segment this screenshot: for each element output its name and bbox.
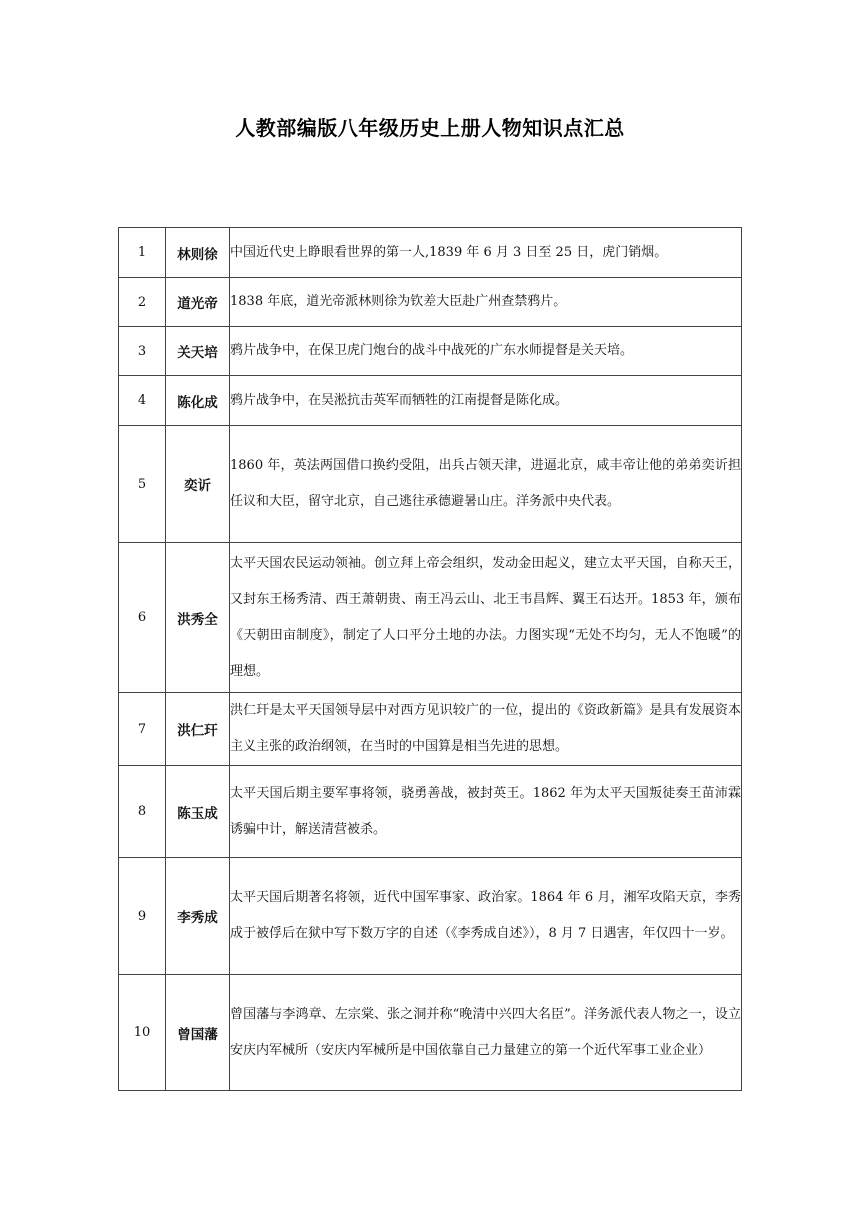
person-name: 奕䜣 [166, 426, 230, 543]
row-number: 2 [119, 278, 166, 327]
person-name: 李秀成 [166, 858, 230, 975]
table-row [119, 327, 742, 376]
row-number: 3 [119, 327, 166, 376]
person-name: 曾国藩 [166, 975, 230, 1091]
table-row [119, 693, 742, 766]
table-row [119, 766, 742, 858]
person-description: 太平天国农民运动领袖。创立拜上帝会组织，发动金田起义，建立太平天国，自称天王，又封东王杨秀清、西王萧朝贵、南王冯云山、北王韦昌辉、翼王石达开。1853 年，颁布《天朝田亩制度》，制定了人口平分土地的办法。力图实现“无处不均匀，无人不饱暖”的理想。 [230, 543, 742, 693]
row-number: 6 [119, 543, 166, 693]
person-name: 陈化成 [166, 376, 230, 426]
table-row [119, 426, 742, 543]
table-row [119, 543, 742, 693]
table-row [119, 228, 742, 278]
page-title: 人教部编版八年级历史上册人物知识点汇总 [235, 116, 625, 140]
person-description: 1860 年，英法两国借口换约受阻，出兵占领天津，进逼北京，咸丰帝让他的弟弟奕䜣担任议和大臣，留守北京，自己逃往承德避暑山庄。洋务派中央代表。 [230, 426, 742, 543]
person-description: 1838 年底，道光帝派林则徐为钦差大臣赴广州查禁鸦片。 [230, 278, 742, 327]
person-name: 林则徐 [166, 228, 230, 278]
person-description: 鸦片战争中，在保卫虎门炮台的战斗中战死的广东水师提督是关天培。 [230, 327, 742, 376]
person-description: 曾国藩与李鸿章、左宗棠、张之洞并称“晚清中兴四大名臣”。洋务派代表人物之一，设立安庆内军械所（安庆内军械所是中国依靠自己力量建立的第一个近代军事工业企业） [230, 975, 742, 1091]
row-number: 8 [119, 766, 166, 858]
row-number: 4 [119, 376, 166, 426]
table-row [119, 278, 742, 327]
row-number: 10 [119, 975, 166, 1091]
row-number: 5 [119, 426, 166, 543]
row-number: 1 [119, 228, 166, 278]
person-name: 洪仁玕 [166, 693, 230, 766]
person-name: 陈玉成 [166, 766, 230, 858]
person-description: 太平天国后期著名将领，近代中国军事家、政治家。1864 年 6 月，湘军攻陷天京，李秀成于被俘后在狱中写下数万字的自述（《李秀成自述》），8 月 7 日遇害，年仅四十一岁。 [230, 858, 742, 975]
person-description: 太平天国后期主要军事将领，骁勇善战，被封英王。1862 年为太平天国叛徒奏王苗沛霖诱骗中计，解送清营被杀。 [230, 766, 742, 858]
person-name: 道光帝 [166, 278, 230, 327]
person-description: 鸦片战争中，在吴淞抗击英军而牺牲的江南提督是陈化成。 [230, 376, 742, 426]
people-table [118, 227, 742, 1091]
table-row [119, 858, 742, 975]
table-row [119, 376, 742, 426]
table-row [119, 975, 742, 1091]
row-number: 9 [119, 858, 166, 975]
person-description: 中国近代史上睁眼看世界的第一人,1839 年 6 月 3 日至 25 日，虎门销烟。 [230, 228, 742, 278]
person-name: 洪秀全 [166, 543, 230, 693]
person-description: 洪仁玕是太平天国领导层中对西方见识较广的一位，提出的《资政新篇》是具有发展资本主义主张的政治纲领，在当时的中国算是相当先进的思想。 [230, 693, 742, 766]
row-number: 7 [119, 693, 166, 766]
person-name: 关天培 [166, 327, 230, 376]
